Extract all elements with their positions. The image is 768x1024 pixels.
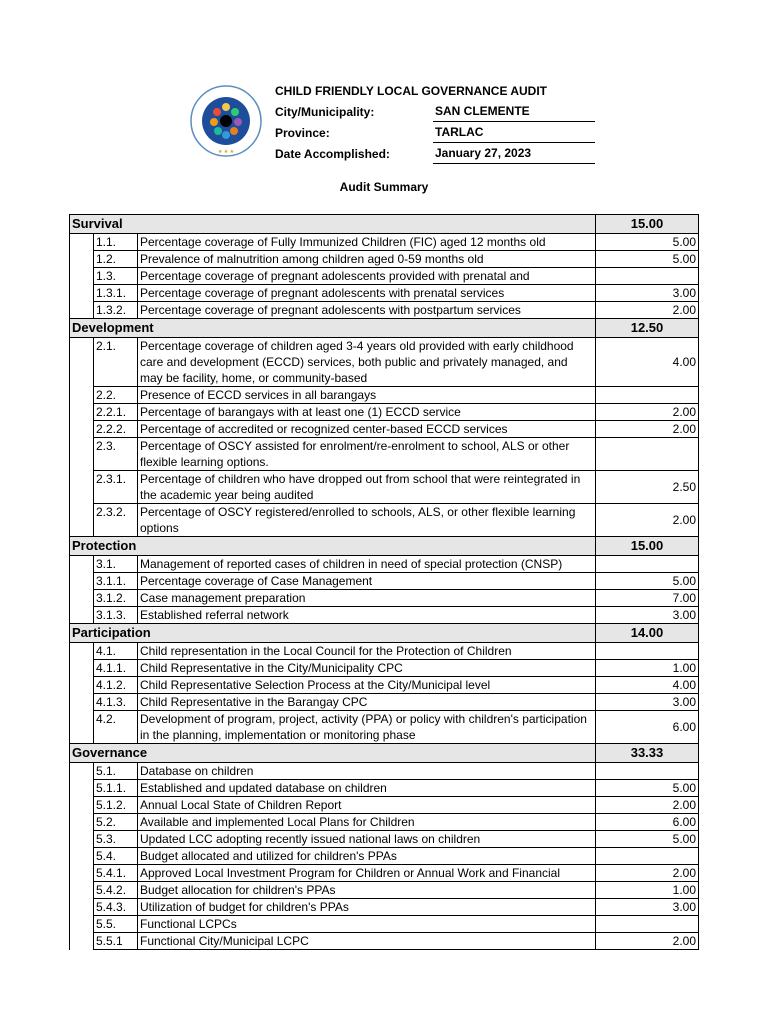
table-row bbox=[70, 711, 699, 744]
table-row bbox=[70, 338, 699, 387]
item-description: Child Representative Selection Process at the City/Municipal level bbox=[138, 677, 596, 694]
item-description: Utilization of budget for children's PPAs bbox=[138, 899, 596, 916]
table-row bbox=[70, 607, 699, 624]
item-description: Child Representative in the Barangay CPC bbox=[138, 694, 596, 711]
category-name: Protection bbox=[70, 537, 596, 556]
category-name: Development bbox=[70, 319, 596, 338]
item-score: 5.00 bbox=[596, 234, 699, 251]
table-row bbox=[70, 285, 699, 302]
indent-cell bbox=[70, 780, 94, 797]
item-description: Percentage of OSCY assisted for enrolment/re-enrolment to school, ALS or other flexible learning options. bbox=[138, 438, 596, 471]
item-number: 2.1. bbox=[94, 338, 138, 387]
indent-cell bbox=[70, 763, 94, 780]
table-row bbox=[70, 677, 699, 694]
item-score: 4.00 bbox=[596, 677, 699, 694]
item-score: 3.00 bbox=[596, 607, 699, 624]
item-score: 3.00 bbox=[596, 285, 699, 302]
category-total: 15.00 bbox=[596, 537, 699, 556]
item-description: Prevalence of malnutrition among children aged 0-59 months old bbox=[138, 251, 596, 268]
item-description: Child representation in the Local Council for the Protection of Children bbox=[138, 643, 596, 660]
item-number: 1.2. bbox=[94, 251, 138, 268]
item-description: Percentage coverage of children aged 3-4 years old provided with early childhood care and development (ECCD) services, both public and privately managed, and may be facility, home, or community-based bbox=[138, 338, 596, 387]
item-description: Percentage coverage of pregnant adolescents with prenatal services bbox=[138, 285, 596, 302]
item-score: 1.00 bbox=[596, 660, 699, 677]
category-total: 15.00 bbox=[596, 215, 699, 234]
table-row bbox=[70, 421, 699, 438]
audit-summary-title: Audit Summary bbox=[339, 180, 429, 194]
item-score bbox=[596, 268, 699, 285]
item-description: Established and updated database on children bbox=[138, 780, 596, 797]
table-row bbox=[70, 234, 699, 251]
category-total: 33.33 bbox=[596, 744, 699, 763]
table-row bbox=[70, 899, 699, 916]
item-score: 3.00 bbox=[596, 899, 699, 916]
indent-cell bbox=[70, 471, 94, 504]
item-description: Percentage of children who have dropped out from school that were reintegrated in the academic year being audited bbox=[138, 471, 596, 504]
table-row bbox=[70, 865, 699, 882]
category-name: Participation bbox=[70, 624, 596, 643]
item-number: 2.2. bbox=[94, 387, 138, 404]
item-number: 5.1.2. bbox=[94, 797, 138, 814]
indent-cell bbox=[70, 694, 94, 711]
date-value: January 27, 2023 bbox=[433, 146, 595, 164]
indent-cell bbox=[70, 643, 94, 660]
indent-cell bbox=[70, 899, 94, 916]
table-row bbox=[70, 916, 699, 933]
indent-cell bbox=[70, 831, 94, 848]
indent-cell bbox=[70, 421, 94, 438]
category-row bbox=[70, 624, 699, 643]
indent-cell bbox=[70, 251, 94, 268]
table-row bbox=[70, 933, 699, 950]
indent-cell bbox=[70, 865, 94, 882]
table-row bbox=[70, 660, 699, 677]
indent-cell bbox=[70, 302, 94, 319]
indent-cell bbox=[70, 268, 94, 285]
category-name: Governance bbox=[70, 744, 596, 763]
item-number: 5.4.2. bbox=[94, 882, 138, 899]
document-header bbox=[0, 0, 768, 200]
item-score bbox=[596, 916, 699, 933]
item-description: Presence of ECCD services in all barangays bbox=[138, 387, 596, 404]
seal-logo bbox=[190, 85, 262, 157]
indent-cell bbox=[70, 387, 94, 404]
item-description: Percentage of barangays with at least one (1) ECCD service bbox=[138, 404, 596, 421]
item-score: 3.00 bbox=[596, 694, 699, 711]
item-description: Development of program, project, activity (PPA) or policy with children's participation in the planning, implementation or monitoring phase bbox=[138, 711, 596, 744]
indent-cell bbox=[70, 556, 94, 573]
indent-cell bbox=[70, 797, 94, 814]
item-description: Established referral network bbox=[138, 607, 596, 624]
item-description: Percentage of accredited or recognized center-based ECCD services bbox=[138, 421, 596, 438]
item-score: 4.00 bbox=[596, 338, 699, 387]
table-row bbox=[70, 848, 699, 865]
category-row bbox=[70, 537, 699, 556]
table-row bbox=[70, 268, 699, 285]
item-number: 5.4.3. bbox=[94, 899, 138, 916]
indent-cell bbox=[70, 814, 94, 831]
item-description: Percentage coverage of pregnant adolescents with postpartum services bbox=[138, 302, 596, 319]
item-score: 7.00 bbox=[596, 590, 699, 607]
item-score: 6.00 bbox=[596, 814, 699, 831]
item-number: 2.3.1. bbox=[94, 471, 138, 504]
item-number: 2.2.1. bbox=[94, 404, 138, 421]
item-number: 5.3. bbox=[94, 831, 138, 848]
item-number: 5.1.1. bbox=[94, 780, 138, 797]
item-score: 2.00 bbox=[596, 404, 699, 421]
item-description: Approved Local Investment Program for Children or Annual Work and Financial bbox=[138, 865, 596, 882]
item-description: Updated LCC adopting recently issued national laws on children bbox=[138, 831, 596, 848]
table-row bbox=[70, 556, 699, 573]
item-number: 3.1.1. bbox=[94, 573, 138, 590]
category-total: 14.00 bbox=[596, 624, 699, 643]
item-number: 4.1.3. bbox=[94, 694, 138, 711]
item-score: 2.50 bbox=[596, 471, 699, 504]
category-total: 12.50 bbox=[596, 319, 699, 338]
indent-cell bbox=[70, 404, 94, 421]
item-number: 3.1.3. bbox=[94, 607, 138, 624]
item-number: 5.4. bbox=[94, 848, 138, 865]
table-row bbox=[70, 831, 699, 848]
item-description: Annual Local State of Children Report bbox=[138, 797, 596, 814]
table-row bbox=[70, 797, 699, 814]
svg-text:★ ★ ★: ★ ★ ★ bbox=[217, 149, 235, 155]
item-score: 5.00 bbox=[596, 831, 699, 848]
table-row bbox=[70, 251, 699, 268]
indent-cell bbox=[70, 338, 94, 387]
item-number: 5.5. bbox=[94, 916, 138, 933]
item-score: 2.00 bbox=[596, 421, 699, 438]
item-number: 2.3.2. bbox=[94, 504, 138, 537]
item-number: 5.5.1 bbox=[94, 933, 138, 950]
document-title: CHILD FRIENDLY LOCAL GOVERNANCE AUDIT bbox=[275, 84, 548, 98]
table-row bbox=[70, 438, 699, 471]
indent-cell bbox=[70, 607, 94, 624]
indent-cell bbox=[70, 590, 94, 607]
item-description: Percentage coverage of Fully Immunized Children (FIC) aged 12 months old bbox=[138, 234, 596, 251]
table-row bbox=[70, 694, 699, 711]
indent-cell bbox=[70, 916, 94, 933]
indent-cell bbox=[70, 573, 94, 590]
item-score: 2.00 bbox=[596, 865, 699, 882]
item-description: Case management preparation bbox=[138, 590, 596, 607]
table-row bbox=[70, 882, 699, 899]
table-row bbox=[70, 763, 699, 780]
item-number: 2.3. bbox=[94, 438, 138, 471]
audit-summary-table bbox=[69, 214, 699, 950]
table-row bbox=[70, 471, 699, 504]
indent-cell bbox=[70, 438, 94, 471]
item-description: Budget allocated and utilized for children's PPAs bbox=[138, 848, 596, 865]
item-score: 2.00 bbox=[596, 933, 699, 950]
table-row bbox=[70, 573, 699, 590]
item-number: 5.4.1. bbox=[94, 865, 138, 882]
item-number: 1.3.2. bbox=[94, 302, 138, 319]
item-number: 5.1. bbox=[94, 763, 138, 780]
item-number: 3.1.2. bbox=[94, 590, 138, 607]
item-score: 2.00 bbox=[596, 504, 699, 537]
indent-cell bbox=[70, 285, 94, 302]
item-number: 4.1. bbox=[94, 643, 138, 660]
table-row bbox=[70, 780, 699, 797]
item-description: Functional City/Municipal LCPC bbox=[138, 933, 596, 950]
date-label: Date Accomplished: bbox=[275, 147, 390, 161]
item-score: 5.00 bbox=[596, 780, 699, 797]
item-description: Child Representative in the City/Municipality CPC bbox=[138, 660, 596, 677]
item-number: 5.2. bbox=[94, 814, 138, 831]
indent-cell bbox=[70, 933, 94, 950]
item-score bbox=[596, 438, 699, 471]
indent-cell bbox=[70, 848, 94, 865]
table-row bbox=[70, 404, 699, 421]
item-number: 3.1. bbox=[94, 556, 138, 573]
item-score: 5.00 bbox=[596, 573, 699, 590]
province-label: Province: bbox=[275, 126, 330, 140]
indent-cell bbox=[70, 660, 94, 677]
indent-cell bbox=[70, 882, 94, 899]
item-score bbox=[596, 387, 699, 404]
indent-cell bbox=[70, 504, 94, 537]
table-row bbox=[70, 814, 699, 831]
item-number: 1.1. bbox=[94, 234, 138, 251]
item-description: Management of reported cases of children in need of special protection (CNSP) bbox=[138, 556, 596, 573]
item-description: Percentage coverage of Case Management bbox=[138, 573, 596, 590]
item-score bbox=[596, 643, 699, 660]
item-number: 1.3. bbox=[94, 268, 138, 285]
item-description: Percentage coverage of pregnant adolescents provided with prenatal and bbox=[138, 268, 596, 285]
item-score: 2.00 bbox=[596, 302, 699, 319]
item-score bbox=[596, 556, 699, 573]
item-score: 1.00 bbox=[596, 882, 699, 899]
category-row bbox=[70, 319, 699, 338]
indent-cell bbox=[70, 234, 94, 251]
table-row bbox=[70, 302, 699, 319]
item-description: Available and implemented Local Plans for Children bbox=[138, 814, 596, 831]
item-score: 5.00 bbox=[596, 251, 699, 268]
indent-cell bbox=[70, 711, 94, 744]
category-name: Survival bbox=[70, 215, 596, 234]
city-value: SAN CLEMENTE bbox=[433, 104, 595, 122]
item-number: 2.2.2. bbox=[94, 421, 138, 438]
province-value: TARLAC bbox=[433, 125, 595, 143]
item-description: Budget allocation for children's PPAs bbox=[138, 882, 596, 899]
item-description: Functional LCPCs bbox=[138, 916, 596, 933]
item-number: 4.1.1. bbox=[94, 660, 138, 677]
table-row bbox=[70, 643, 699, 660]
item-description: Database on children bbox=[138, 763, 596, 780]
table-row bbox=[70, 504, 699, 537]
item-score: 2.00 bbox=[596, 797, 699, 814]
item-number: 1.3.1. bbox=[94, 285, 138, 302]
city-label: City/Municipality: bbox=[275, 105, 375, 119]
table-row bbox=[70, 387, 699, 404]
item-score: 6.00 bbox=[596, 711, 699, 744]
item-description: Percentage of OSCY registered/enrolled to schools, ALS, or other flexible learning options bbox=[138, 504, 596, 537]
item-number: 4.2. bbox=[94, 711, 138, 744]
indent-cell bbox=[70, 677, 94, 694]
item-score bbox=[596, 848, 699, 865]
category-row bbox=[70, 215, 699, 234]
item-number: 4.1.2. bbox=[94, 677, 138, 694]
category-row bbox=[70, 744, 699, 763]
item-score bbox=[596, 763, 699, 780]
table-row bbox=[70, 590, 699, 607]
